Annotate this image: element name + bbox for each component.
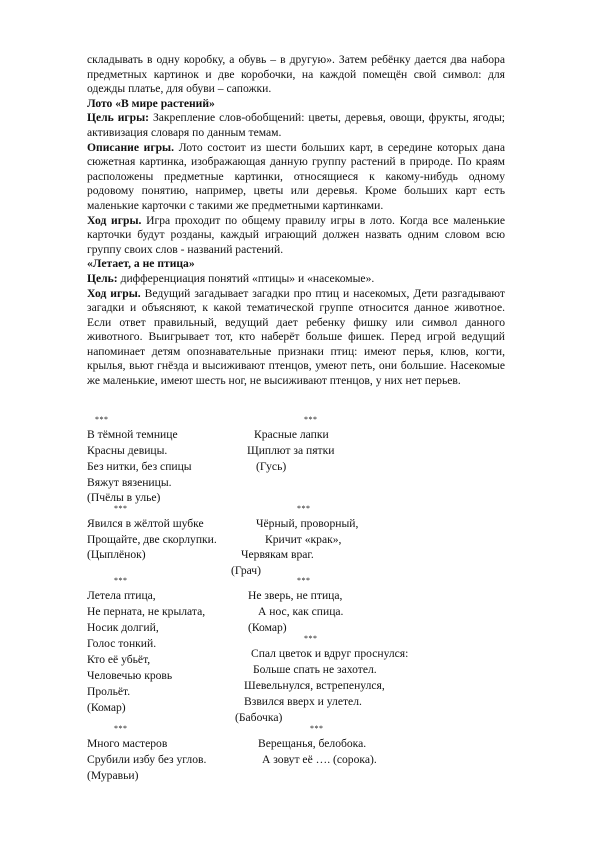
game-course-flies xyxy=(87,287,505,389)
riddle-line: Кричит «крак», xyxy=(265,533,342,546)
course-text: Игра проходит по общему правилу игры в лото. Когда все маленькие карточки будут розданы, каждый играющий должен назвать одним словом всю группу своих слов - названий растений. xyxy=(87,213,505,256)
riddle-line: Червякам враг. xyxy=(241,548,314,561)
riddle-line: В тёмной темнице xyxy=(87,428,178,441)
description-label: Описание игры. xyxy=(87,140,175,154)
riddle-separator: *** xyxy=(95,415,109,424)
riddle-line: Вяжут вязеницы. xyxy=(87,476,172,489)
riddle-separator: *** xyxy=(114,576,128,585)
riddle-answer: (Грач) xyxy=(231,564,262,577)
riddle-line: Срубили избу без углов. xyxy=(87,753,207,766)
riddle-separator: *** xyxy=(304,415,318,424)
riddle-line: Человечью кровь xyxy=(87,669,173,682)
game-title-lotto: Лото «В мире растений» xyxy=(87,96,215,110)
riddle-answer: (Муравьи) xyxy=(87,769,139,782)
goal-label: Цель: xyxy=(87,271,118,285)
riddle-line: Без нитки, без спицы xyxy=(87,460,192,473)
riddle-line: Шевельнулся, встрепенулся, xyxy=(244,679,385,692)
game-goal-flies xyxy=(87,272,505,287)
riddle-separator: *** xyxy=(304,634,318,643)
riddle-line: Голос тонкий. xyxy=(87,637,157,650)
goal-label: Цель игры: xyxy=(87,111,150,125)
riddle-line: Явился в жёлтой шубке xyxy=(87,517,204,530)
riddle-line: Прольёт. xyxy=(87,685,131,698)
riddle-line: Взвился вверх и улетел. xyxy=(244,695,362,708)
riddle-line: Не перната, не крылата, xyxy=(87,605,206,618)
riddle-line: Чёрный, проворный, xyxy=(256,517,359,530)
riddle-separator: *** xyxy=(310,724,324,733)
riddle-line: Щиплют за пятки xyxy=(247,444,335,457)
riddle-line: Не зверь, не птица, xyxy=(248,589,343,602)
riddle-line: Спал цветок и вдруг проснулся: xyxy=(251,647,409,660)
riddle-separator: *** xyxy=(297,576,311,585)
riddle-answer: (Гусь) xyxy=(256,460,287,473)
goal-text: Закрепление слов-обобщений: цветы, деревья, овощи, фрукты, ягоды; активизация словаря по данным темам. xyxy=(87,111,505,139)
intro-paragraph: складывать в одну коробку, а обувь – в другую». Затем ребёнку дается два набора предметных картинок и две коробочки, на каждой помещён свой символ: для одежды платье, для обуви – сапожки. xyxy=(87,53,505,96)
course-label: Ход игры. xyxy=(87,286,141,300)
riddle-line: А зовут её …. (сорока). xyxy=(262,753,377,766)
game-title-flies: «Летает, а не птица» xyxy=(87,257,195,271)
riddle-line: Носик долгий, xyxy=(87,621,159,634)
game-description-lotto xyxy=(87,141,505,214)
riddle-answer: (Пчёлы в улье) xyxy=(87,491,161,504)
riddle-line: Много мастеров xyxy=(87,737,168,750)
riddle-line: Прощайте, две скорлупки. xyxy=(87,533,217,546)
riddle-answer: (Комар) xyxy=(87,701,126,714)
game-goal-lotto xyxy=(87,111,505,140)
riddle-answer: (Цыплёнок) xyxy=(87,548,146,561)
goal-text: дифференциация понятий «птицы» и «насекомые». xyxy=(117,271,375,285)
riddle-line: Кто её убьёт, xyxy=(87,653,151,666)
riddle-line: А нос, как спица. xyxy=(258,605,344,618)
course-text: Ведущий загадывает загадки про птиц и насекомых, Дети разгадывают загадки и объясняют, к какой тематической группе относится данное животное. Если ответ правильный, ведущий дает ребенку фишку или символ данного животного. Выигрывает тот, кто наберёт больше фишек. Перед игрой ведущий напоминает детям опознавательные признаки птиц: имеют перья, клюв, когти, крылья, вьют гнёзда и высиживают птенцов, умеют петь, они большие. Насекомые же маленькие, имеют шесть ног, не высиживают птенцов, у них нет перьев. xyxy=(87,286,505,388)
document-body xyxy=(87,53,505,389)
riddle-answer: (Бабочка) xyxy=(235,711,283,724)
course-label: Ход игры. xyxy=(87,213,142,227)
riddle-answer: (Комар) xyxy=(248,621,287,634)
riddle-line: Красны девицы. xyxy=(87,444,168,457)
game-course-lotto xyxy=(87,214,505,258)
description-text: Лото состоит из шести больших карт, в середине которых дана сюжетная картинка, изображающая данную группу растений в природе. По краям расположены предметные картинки, относящиеся к какому-нибудь одному родовому понятию, например, цветы или деревья. Кроме больших карт есть маленькие карточки с такими же предметными картинками. xyxy=(87,140,505,212)
riddle-line: Летела птица, xyxy=(87,589,156,602)
riddle-line: Больше спать не захотел. xyxy=(253,663,377,676)
riddle-separator: *** xyxy=(114,724,128,733)
riddle-separator: *** xyxy=(114,504,128,513)
riddle-separator: *** xyxy=(297,504,311,513)
riddle-line: Красные лапки xyxy=(254,428,329,441)
riddle-line: Верещанья, белобока. xyxy=(258,737,367,750)
